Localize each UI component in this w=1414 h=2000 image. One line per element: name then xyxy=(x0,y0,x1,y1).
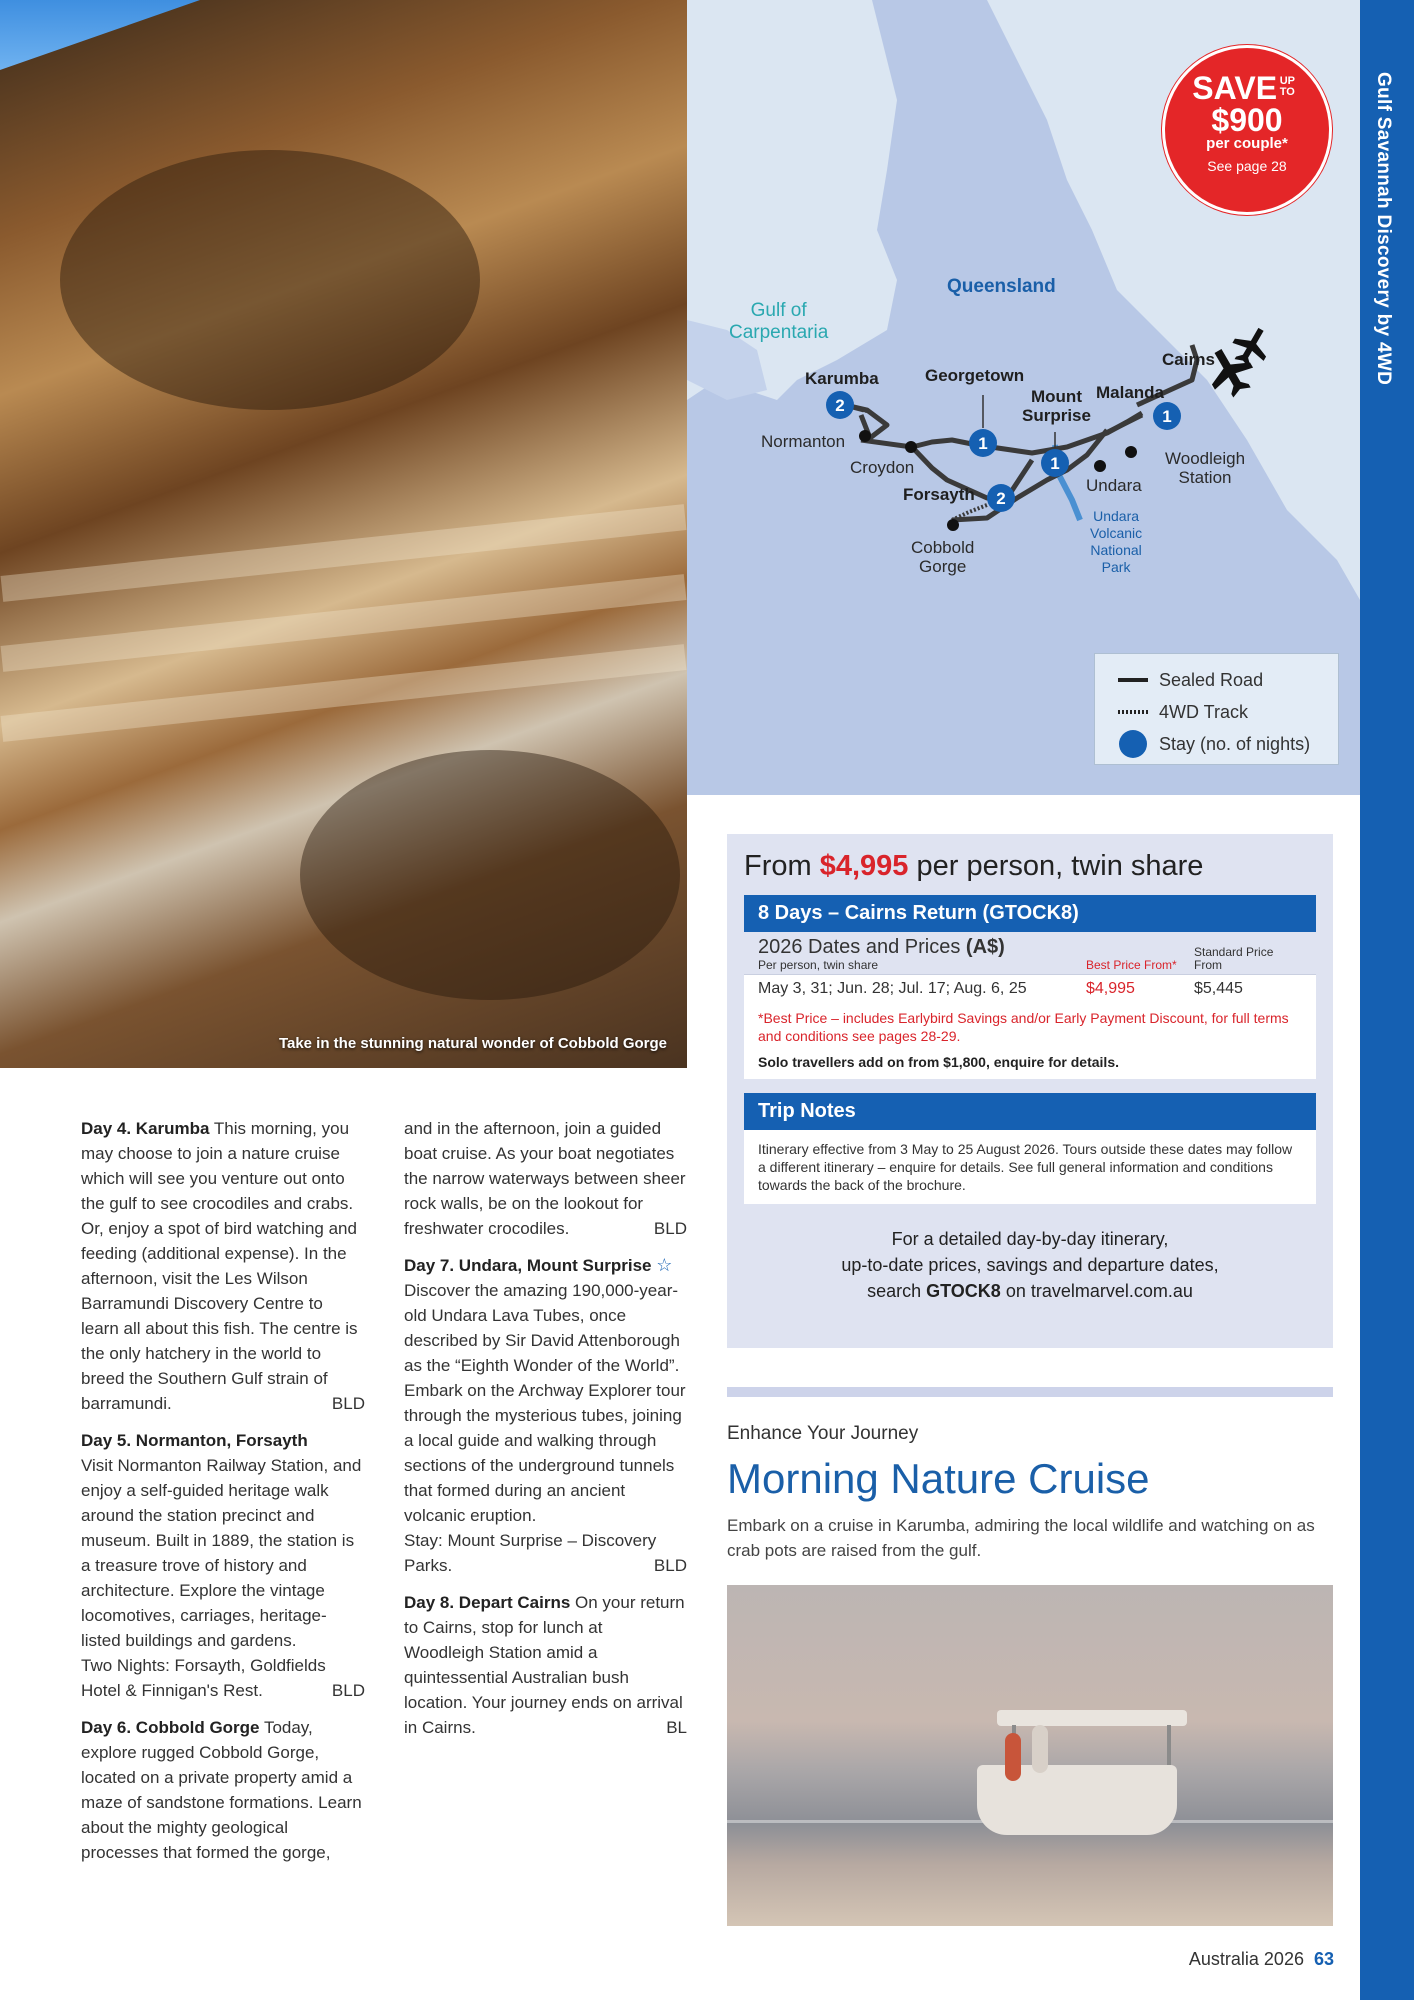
stay-count: 2 xyxy=(996,489,1006,508)
dates-table xyxy=(744,932,1316,1003)
itin-code: GTOCK8 xyxy=(926,1281,1001,1301)
footer-label: Australia 2026 xyxy=(1188,1949,1304,1969)
standard-price-value: $5,445 xyxy=(1194,980,1243,997)
save-amount: $900 xyxy=(1211,102,1283,138)
rock-shadow xyxy=(60,150,480,410)
day-title: Day 8. Depart Cairns xyxy=(404,1593,571,1612)
meal-code: BLD xyxy=(653,1219,687,1238)
dates-subtitle: Per person, twin share xyxy=(758,958,879,972)
stay-count: 1 xyxy=(978,434,988,453)
itin-line: For a detailed day-by-day itinerary, xyxy=(891,1229,1169,1249)
page-number: 63 xyxy=(1313,1949,1334,1969)
side-tab xyxy=(1360,0,1414,2000)
price-from-prefix: From xyxy=(744,850,812,882)
place-line: Gorge xyxy=(919,557,967,576)
trip-notes-text: Itinerary effective from 3 May to 25 August 2026. Tours outside these dates may follow a different itinerary – enquire for details. See full general information and conditions towards the back of the brochure. xyxy=(744,1130,1316,1204)
map-label-woodleigh xyxy=(1165,449,1245,487)
dates-table-header xyxy=(744,932,1316,974)
gulf-line: Gulf of xyxy=(750,300,807,321)
day-title: Day 4. Karumba xyxy=(81,1119,210,1138)
place-line: Cobbold xyxy=(911,538,975,557)
map-label-queensland: Queensland xyxy=(947,276,1056,297)
map-label-mount-surprise xyxy=(1022,387,1091,425)
park-line: National xyxy=(1090,542,1142,558)
save-label: SAVE xyxy=(1192,70,1278,106)
day-text: and in the afternoon, join a guided boat cruise. As your boat negotiates the narrow waterways between sheer rock walls, be on the lookout for freshwater crocodiles. xyxy=(404,1119,686,1238)
map-label-croydon: Croydon xyxy=(850,458,915,477)
save-see-page: See page 28 xyxy=(1207,158,1287,174)
day-6 xyxy=(81,1715,365,1865)
place-line: Station xyxy=(1178,468,1232,487)
meal-code: BLD xyxy=(653,1556,687,1575)
save-per-couple: per couple* xyxy=(1206,135,1288,152)
section-divider xyxy=(727,1387,1333,1397)
map-label-cairns: Cairns xyxy=(1162,350,1215,369)
star-icon: ☆ xyxy=(656,1255,673,1275)
price-headline xyxy=(744,850,1316,883)
map-label-normanton: Normanton xyxy=(761,432,846,451)
boat-roof xyxy=(997,1710,1187,1726)
itinerary-note xyxy=(744,1226,1316,1304)
price-notes xyxy=(744,1003,1316,1079)
upto-label: UP TO xyxy=(1279,75,1295,98)
stay-symbol xyxy=(1119,730,1147,758)
day-text: Discover the amazing 190,000-year-old Undara Lava Tubes, once described by Sir David Attenborough as the “Eighth Wonder of the World”. Embark on the Archway Explorer tour through the mysterious tubes, joining a local guide and walking through sections of the underground tunnels that formed during an ancient volcanic eruption. xyxy=(404,1281,686,1525)
place-line: Woodleigh xyxy=(1165,449,1246,468)
meal-code: BLD xyxy=(331,1681,365,1700)
map-label-undara: Undara xyxy=(1086,476,1142,495)
tour-band: 8 Days – Cairns Return (GTOCK8) xyxy=(744,895,1316,932)
route-map xyxy=(687,0,1360,795)
table-row xyxy=(744,974,1316,1003)
price-from-suffix: per person, twin share xyxy=(916,850,1204,882)
map-label-georgetown: Georgetown xyxy=(925,366,1025,385)
place-line: Mount xyxy=(1031,387,1082,406)
day-5 xyxy=(81,1428,365,1703)
map-label-forsayth: Forsayth xyxy=(903,485,975,504)
legend-row-road xyxy=(1107,664,1326,696)
meal-code: BLD xyxy=(331,1394,365,1413)
day-7 xyxy=(404,1253,687,1578)
cruise-photo xyxy=(727,1585,1333,1926)
park-line: Undara xyxy=(1093,508,1140,524)
day-title: Day 7. Undara, Mount Surprise xyxy=(404,1256,652,1275)
itinerary-column-1 xyxy=(81,1116,365,1877)
stay-count: 1 xyxy=(1050,454,1060,473)
departure-dates: May 3, 31; Jun. 28; Jul. 17; Aug. 6, 25 xyxy=(758,980,1027,997)
col-best-price: Best Price From* xyxy=(1086,958,1177,972)
itin-line: up-to-date prices, savings and departure dates, xyxy=(841,1255,1219,1275)
day-title: Day 6. Cobbold Gorge xyxy=(81,1718,260,1737)
sky-patch xyxy=(0,0,200,70)
sealed-road-symbol xyxy=(1118,678,1148,682)
itin-search: search xyxy=(867,1281,922,1301)
pricing-box xyxy=(727,834,1333,1348)
map-label-karumba: Karumba xyxy=(805,369,879,388)
best-price-note: *Best Price – includes Earlybird Savings and/or Early Payment Discount, for full terms and conditions see pages 28-29. xyxy=(758,1010,1289,1044)
enhance-kicker: Enhance Your Journey xyxy=(727,1423,919,1444)
stay-count: 2 xyxy=(835,396,845,415)
cruise-description: Embark on a cruise in Karumba, admiring the local wildlife and watching on as crab pots are raised from the gulf. xyxy=(727,1516,1315,1560)
legend-label: 4WD Track xyxy=(1159,701,1249,722)
day-6-continued xyxy=(404,1116,687,1241)
day-stay: Two Nights: Forsayth, Goldfields Hotel & Finnigan's Rest. xyxy=(81,1656,326,1700)
person xyxy=(1032,1725,1048,1773)
cobbold-gorge-photo xyxy=(0,0,687,1068)
map-label-cobbold-gorge xyxy=(911,538,974,576)
legend-label: Sealed Road xyxy=(1159,669,1264,690)
save-badge xyxy=(1162,45,1332,215)
cruise-title: Morning Nature Cruise xyxy=(727,1455,1150,1502)
day-4 xyxy=(81,1116,365,1416)
park-line: Volcanic xyxy=(1090,525,1143,541)
day-text: Visit Normanton Railway Station, and enjoy a self-guided heritage walk around the station precinct and museum. Built in 1889, the station is a treasure trove of history and architecture. Explore the vintage locomotives, carriages, heritage-listed buildings and gardens. xyxy=(81,1456,362,1650)
map-label-malanda: Malanda xyxy=(1096,383,1165,402)
dates-title: 2026 Dates and Prices xyxy=(758,936,961,958)
stay-count: 1 xyxy=(1162,407,1172,426)
legend-row-stay xyxy=(1107,728,1326,760)
place-line: Surprise xyxy=(1022,406,1091,425)
legend-label: Stay (no. of nights) xyxy=(1159,733,1311,754)
day-title: Day 5. Normanton, Forsayth xyxy=(81,1431,308,1450)
gulf-line: Carpentaria xyxy=(729,322,829,343)
col-standard-price: Standard Price From xyxy=(1194,945,1274,972)
day-text: This morning, you may choose to join a nature cruise which will see you venture out onto the gulf to see crocodiles and crabs. Or, enjoy a spot of bird watching and feeding (additional expense). In the afternoon, visit the Les Wilson Barramundi Discovery Centre to learn all about this fish. The centre is the only hatchery in the world to breed the Southern Gulf strain of barramundi. xyxy=(81,1119,358,1413)
price-from-amount: $4,995 xyxy=(819,850,909,882)
trip-notes-band: Trip Notes xyxy=(744,1093,1316,1130)
page-footer xyxy=(1189,1949,1334,1970)
legend-row-track xyxy=(1107,696,1326,728)
dates-title-unit: (A$) xyxy=(965,936,1005,958)
itin-site: on travelmarvel.com.au xyxy=(1005,1281,1193,1301)
rock-shadow xyxy=(300,750,680,1000)
map-legend xyxy=(1094,653,1339,765)
solo-note: Solo travellers add on from $1,800, enquire for details. xyxy=(758,1054,1119,1070)
map-label-undara-park xyxy=(1090,508,1142,576)
itin-line xyxy=(744,1278,1316,1304)
person xyxy=(1005,1733,1021,1781)
park-line: Park xyxy=(1101,559,1131,575)
best-price-value: $4,995 xyxy=(1086,980,1135,997)
side-tab-title: Gulf Savannah Discovery by 4WD xyxy=(1373,72,1394,386)
photo-caption: Take in the stunning natural wonder of Cobbold Gorge xyxy=(278,1035,667,1052)
itinerary-column-2 xyxy=(404,1116,687,1752)
day-text: On your return to Cairns, stop for lunch at Woodleigh Station amid a quintessential Australian bush location. Your journey ends on arrival in Cairns. xyxy=(404,1593,685,1737)
day-stay: Stay: Mount Surprise – Discovery Parks. xyxy=(404,1531,657,1575)
meal-code: BL xyxy=(666,1718,687,1737)
track-symbol xyxy=(1118,710,1148,714)
day-text: Today, explore rugged Cobbold Gorge, located on a private property amid a maze of sandstone formations. Learn about the mighty geological processes that formed the gorge, xyxy=(81,1718,362,1862)
day-8 xyxy=(404,1590,687,1740)
map-label-gulf xyxy=(729,300,828,344)
